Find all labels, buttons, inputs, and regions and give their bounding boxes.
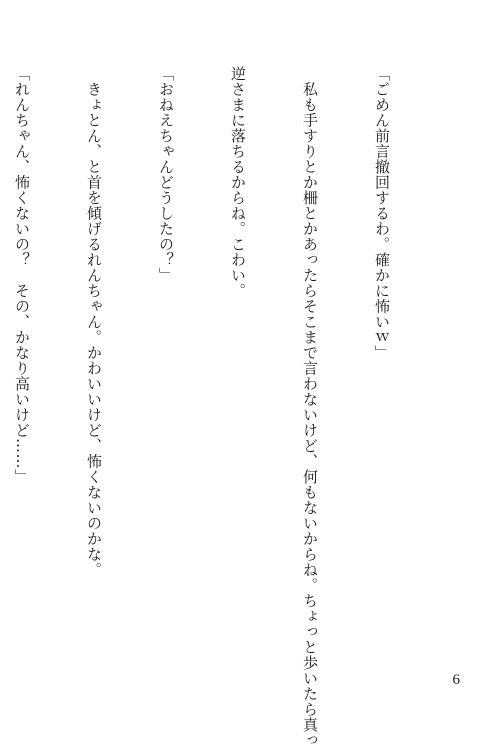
text-line: 「ごめん前言撤回するわ。確かに怖いｗ」 xyxy=(373,66,391,361)
text-line: 「おねえちゃんどうしたの？」 xyxy=(157,66,175,283)
text-line: きょとん、と首を傾げるれんちゃん。かわいいけど、怖くないのかな。 xyxy=(85,66,103,578)
body-text xyxy=(0,66,442,748)
text-line: 私も手すりとか柵とかあったらそこまで言わないけど、何もないからね。ちょっと歩いたら真っ xyxy=(301,66,319,748)
text-line: 逆さまに落ちるからね。こわい。 xyxy=(229,66,247,299)
page-number: 6 xyxy=(452,672,460,688)
text-line: 「れんちゃん、怖くないの？ その、かなり高いけど……」 xyxy=(13,66,31,485)
